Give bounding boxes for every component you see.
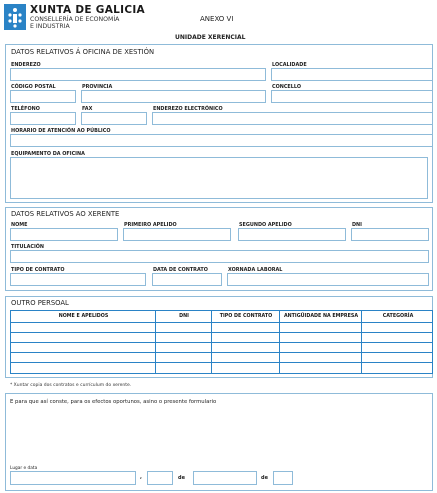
table-row[interactable]	[11, 342, 432, 343]
nome-field[interactable]	[10, 228, 118, 241]
department-line-2: E INDUSTRIA	[30, 23, 70, 30]
primeiro-apelido-field[interactable]	[123, 228, 231, 241]
concello-field[interactable]	[271, 90, 433, 103]
month-field[interactable]	[193, 471, 257, 485]
staff-section-title: OUTRO PERSOAL	[11, 299, 69, 307]
horario-field[interactable]	[10, 134, 433, 147]
manager-section-title: DATOS RELATIVOS AO XERENTE	[11, 210, 120, 218]
fax-field[interactable]	[81, 112, 147, 125]
localidade-label: LOCALIDADE	[272, 62, 307, 68]
codigo-postal-label: CÓDIGO POSTAL	[11, 84, 56, 90]
tipo-contrato-label: TIPO DE CONTRATO	[11, 267, 65, 273]
year-field[interactable]	[273, 471, 293, 485]
segundo-apelido-field[interactable]	[238, 228, 346, 241]
col-antiguidade: ANTIGÜIDADE NA EMPRESA	[283, 314, 359, 319]
titulacion-field[interactable]	[10, 250, 429, 263]
xunta-logo	[4, 4, 26, 30]
annex-label: ANEXO VI	[200, 15, 234, 23]
de-separator-1: de	[178, 475, 185, 481]
org-name: XUNTA DE GALICIA	[30, 4, 145, 16]
provincia-field[interactable]	[81, 90, 266, 103]
telefono-label: TELÉFONO	[11, 106, 40, 112]
lugar-data-label: Lugar e data	[10, 466, 38, 471]
localidade-field[interactable]	[271, 68, 433, 81]
xornada-label: XORNADA LABORAL	[228, 267, 283, 273]
telefono-field[interactable]	[10, 112, 76, 125]
col-nome-apelidos: NOME E APELIDOS	[58, 314, 109, 319]
comma-separator: ,	[140, 474, 142, 480]
primeiro-apelido-label: PRIMEIRO APELIDO	[124, 222, 177, 228]
enderezo-label: ENDEREZO	[11, 62, 41, 68]
codigo-postal-field[interactable]	[10, 90, 76, 103]
xornada-field[interactable]	[227, 273, 429, 286]
table-row[interactable]	[11, 362, 432, 363]
horario-label: HORARIO DE ATENCIÓN AO PÚBLICO	[11, 128, 111, 134]
fax-label: FAX	[82, 106, 93, 112]
data-contrato-label: DATA DE CONTRATO	[153, 267, 208, 273]
table-row[interactable]	[11, 322, 432, 323]
segundo-apelido-label: SEGUNDO APELIDO	[239, 222, 292, 228]
enderezo-field[interactable]	[10, 68, 266, 81]
col-dni: DNI	[179, 314, 189, 319]
table-row[interactable]	[11, 352, 432, 353]
office-section-title: DATOS RELATIVOS Á OFICINA DE XESTIÓN	[11, 48, 155, 56]
equipamento-field[interactable]	[10, 157, 428, 199]
col-categoria: CATEGORÍA	[382, 314, 414, 319]
form-title: UNIDADE XERENCIAL	[175, 34, 246, 41]
department-name	[30, 16, 119, 30]
lugar-field[interactable]	[10, 471, 136, 485]
staff-table	[10, 310, 433, 374]
email-label: ENDEREZO ELECTRÓNICO	[153, 106, 223, 112]
attachment-note: * Xuntar copia dos contratos e currículum do xerente.	[10, 383, 132, 388]
concello-label: CONCELLO	[272, 84, 301, 90]
data-contrato-field[interactable]	[152, 273, 222, 286]
provincia-label: PROVINCIA	[82, 84, 113, 90]
closing-statement: E para que así conste, para os efectos oportunos, asino o presente formulario	[10, 399, 217, 405]
dni-field[interactable]	[351, 228, 429, 241]
dni-label: DNI	[352, 222, 362, 228]
equipamento-label: EQUIPAMENTO DA OFICINA	[11, 151, 85, 157]
titulacion-label: TITULACIÓN	[11, 244, 45, 250]
col-tipo-contrato: TIPO DE CONTRATO	[219, 314, 273, 319]
nome-label: NOME	[11, 222, 28, 228]
day-field[interactable]	[147, 471, 173, 485]
de-separator-2: de	[261, 475, 268, 481]
tipo-contrato-field[interactable]	[10, 273, 146, 286]
table-row[interactable]	[11, 332, 432, 333]
department-line-1: CONSELLERÍA DE ECONOMÍA	[30, 16, 120, 23]
email-field[interactable]	[152, 112, 433, 125]
